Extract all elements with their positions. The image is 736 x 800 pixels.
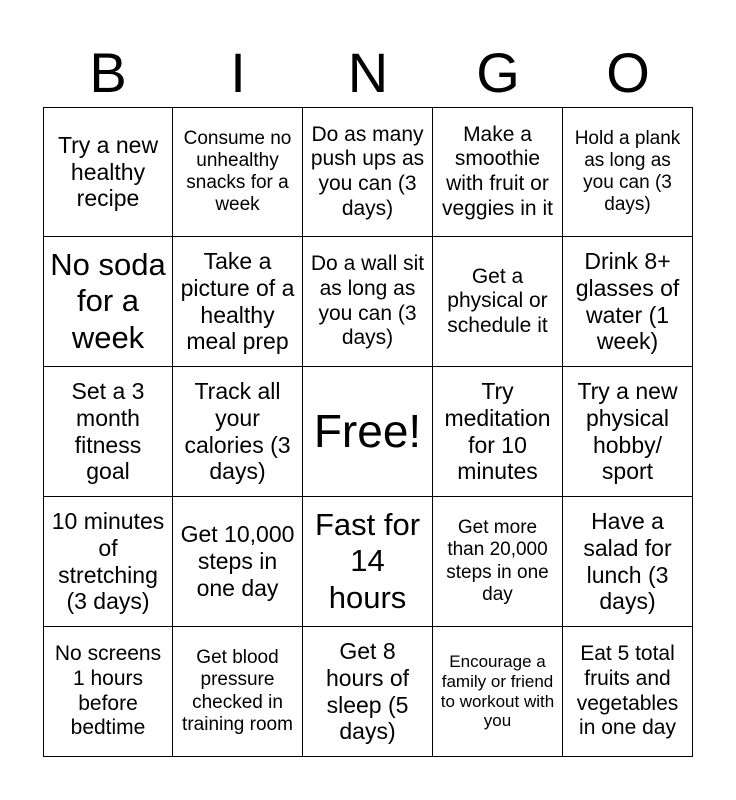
bingo-cell: Get a physical or schedule it [433,237,563,367]
header-letter-i: I [230,41,246,104]
bingo-cell: Try a new healthy recipe [43,107,173,237]
bingo-cell: Fast for 14 hours [303,497,433,627]
bingo-cell: Get 8 hours of sleep (5 days) [303,627,433,757]
free-cell: Free! [303,367,433,497]
bingo-cell: No screens 1 hours before bedtime [43,627,173,757]
bingo-cell: Get more than 20,000 steps in one day [433,497,563,627]
bingo-cell: Make a smoothie with fruit or veggies in it [433,107,563,237]
bingo-header [43,40,693,106]
bingo-cell: Drink 8+ glasses of water (1 week) [563,237,693,367]
bingo-cell: Get blood pressure checked in training room [173,627,303,757]
bingo-cell: No soda for a week [43,237,173,367]
bingo-cell: Hold a plank as long as you can (3 days) [563,107,693,237]
header-letter-b: B [89,41,127,104]
bingo-cell: Have a salad for lunch (3 days) [563,497,693,627]
header-letter-n: N [347,41,389,104]
bingo-grid [43,107,693,757]
bingo-cell: Do a wall sit as long as you can (3 days) [303,237,433,367]
bingo-cell: 10 minutes of stretching (3 days) [43,497,173,627]
bingo-cell: Try meditation for 10 minutes [433,367,563,497]
header-letter-o: O [606,41,650,104]
bingo-cell: Track all your calories (3 days) [173,367,303,497]
bingo-cell: Set a 3 month fitness goal [43,367,173,497]
bingo-cell: Consume no unhealthy snacks for a week [173,107,303,237]
header-letter-g: G [476,41,520,104]
bingo-cell: Encourage a family or friend to workout with you [433,627,563,757]
bingo-cell: Get 10,000 steps in one day [173,497,303,627]
bingo-cell: Take a picture of a healthy meal prep [173,237,303,367]
bingo-cell: Eat 5 total fruits and vegetables in one day [563,627,693,757]
bingo-cell: Try a new physical hobby/ sport [563,367,693,497]
bingo-cell: Do as many push ups as you can (3 days) [303,107,433,237]
